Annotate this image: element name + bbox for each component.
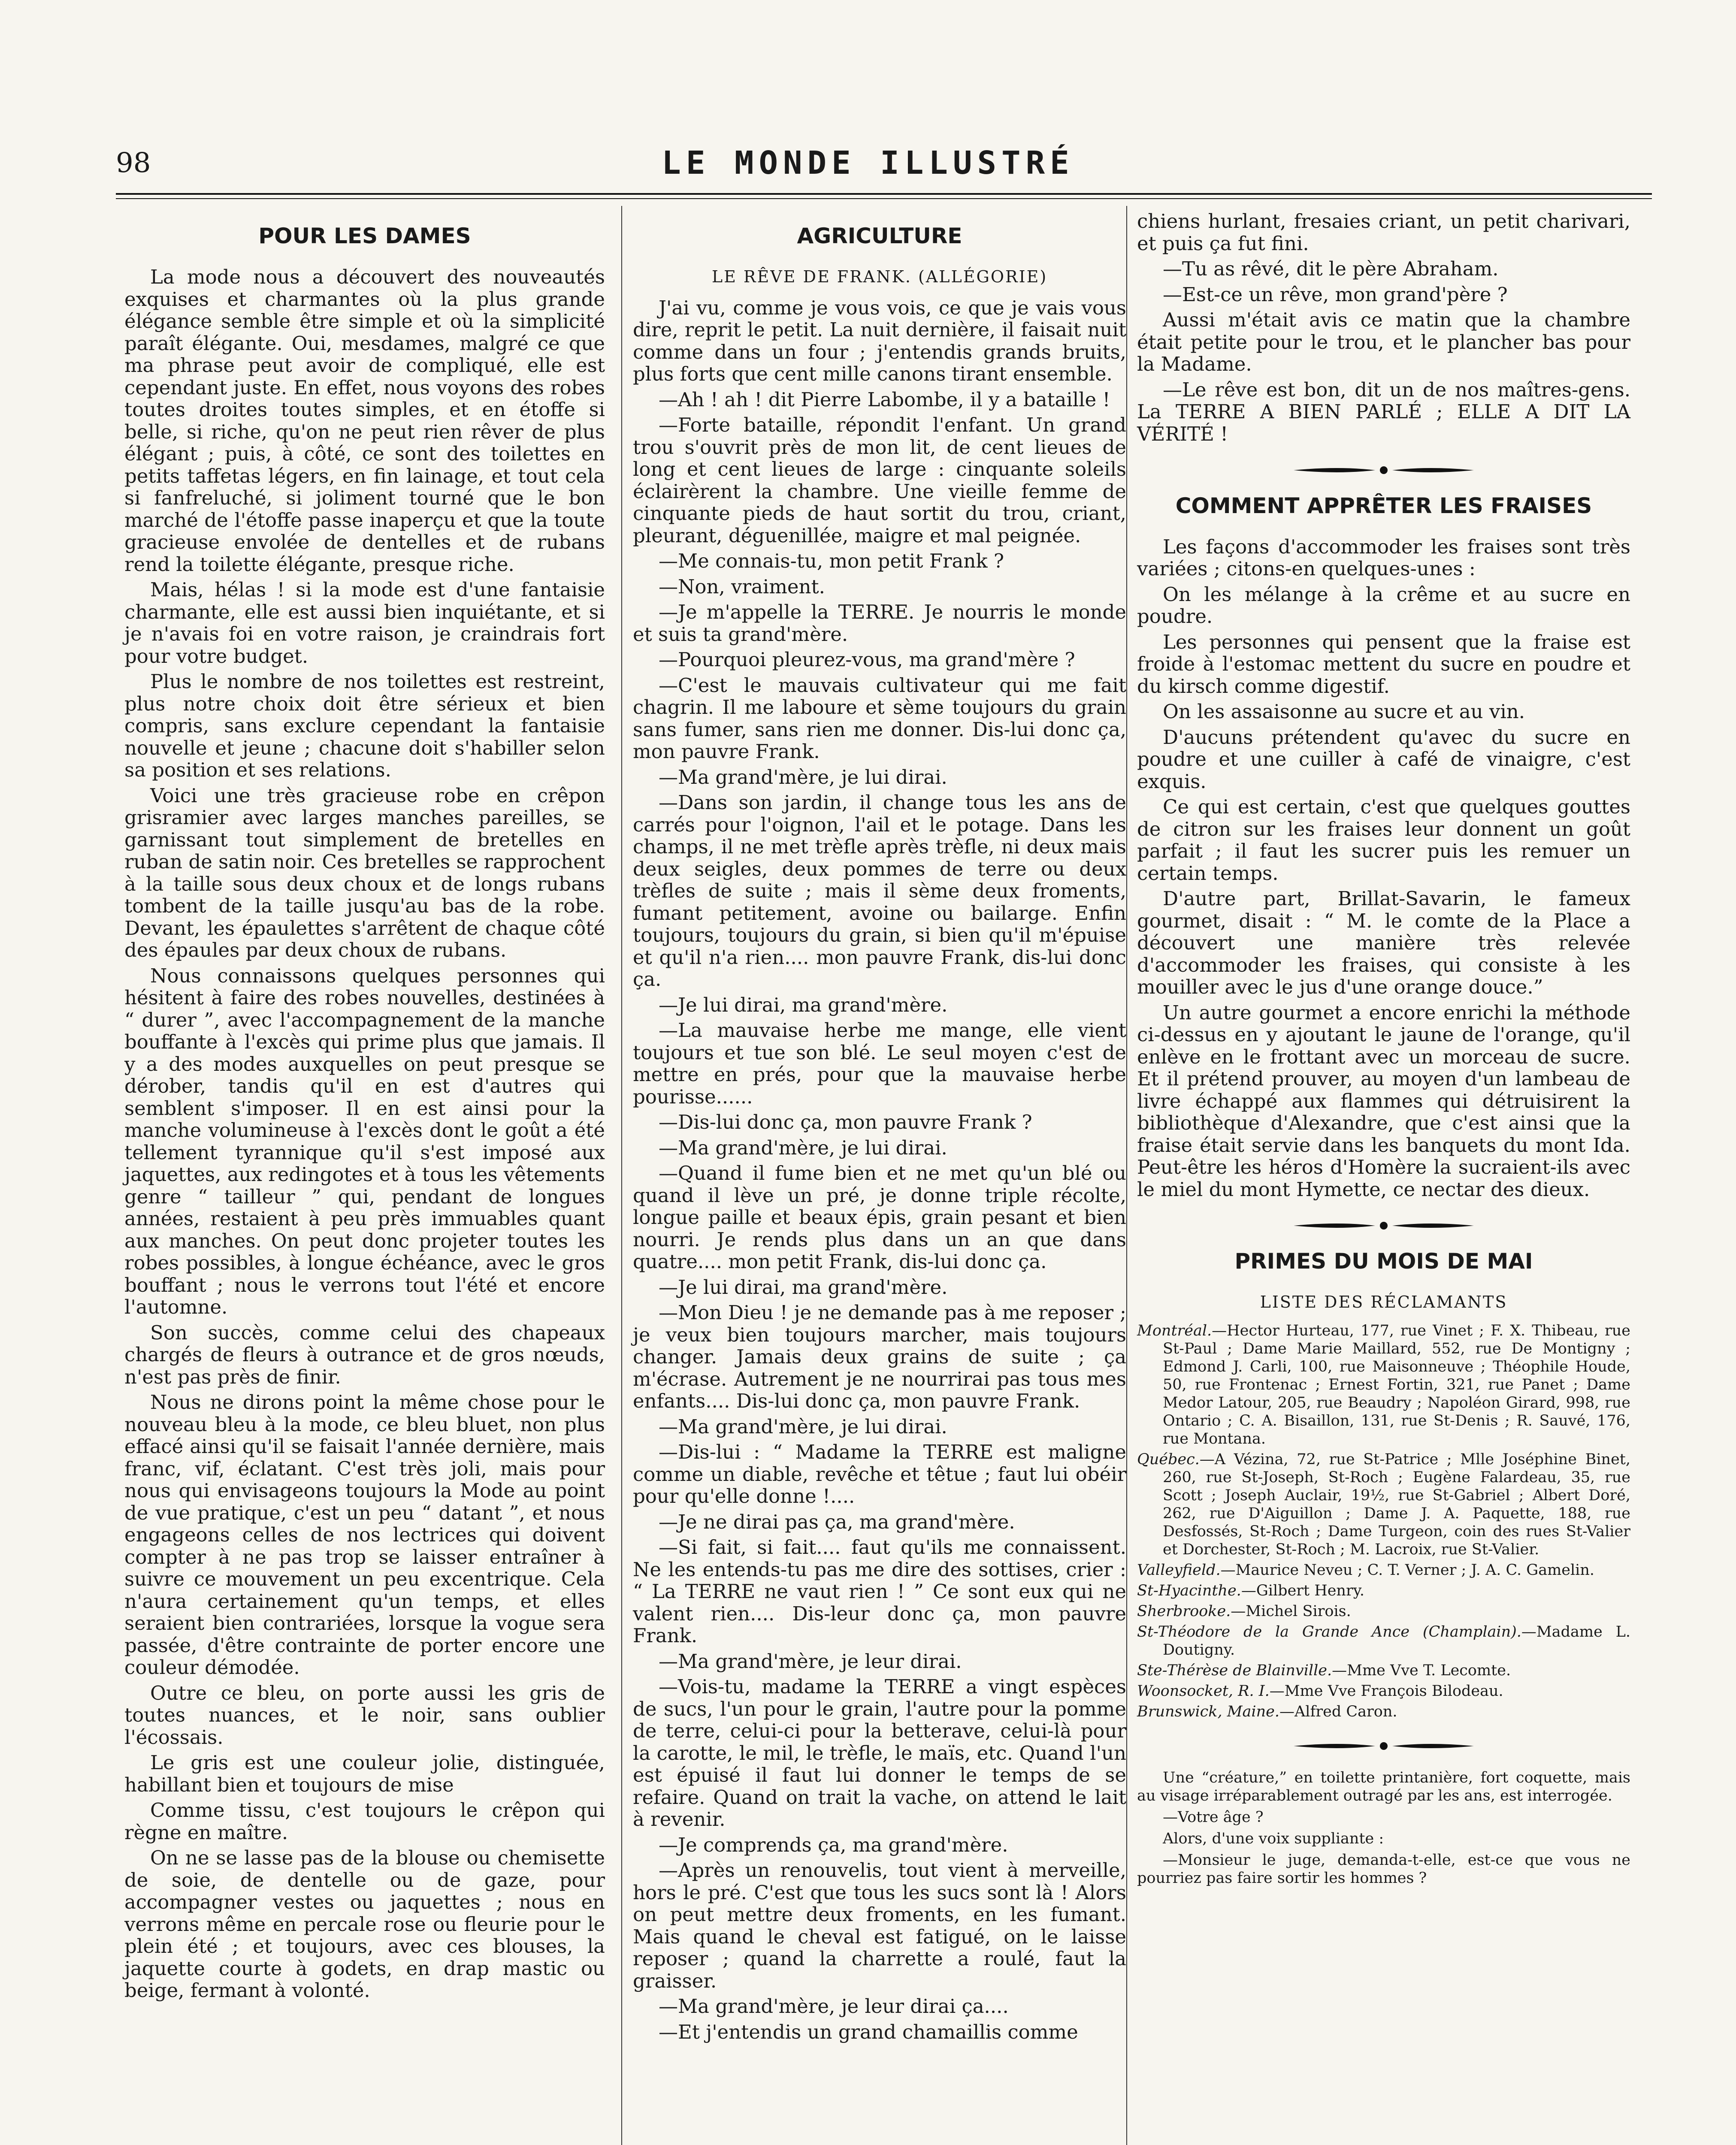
paragraph: Outre ce bleu, on porte aussi les gris de toutes nuances, et le noir, sans oublier l'écossais.: [124, 1681, 605, 1749]
names: —Madame L. Doutigny.: [1163, 1623, 1630, 1659]
paragraph: —Ma grand'mère, je leur dirai ça....: [659, 1995, 1009, 2018]
paragraph: Mais, hélas ! si la mode est d'une fantaisie charmante, elle est aussi bien inquiétante, et si je n'avais foi en votre raison, je craindrais fort pour votre budget.: [124, 578, 605, 668]
list-item: [1137, 1703, 1630, 1721]
section-heading: POUR LES DAMES: [258, 224, 471, 248]
city-name: Ste-Thérèse de Blainville.: [1137, 1662, 1332, 1679]
city-name: Québec.: [1137, 1451, 1200, 1468]
paragraph: —Ma grand'mère, je lui dirai.: [659, 1136, 947, 1159]
list-item: [1137, 1682, 1630, 1700]
paragraph: chiens hurlant, fresaies criant, un petit charivari, et puis ça fut fini.: [1137, 210, 1630, 255]
paragraph: —Dis-lui donc ça, mon pauvre Frank ?: [659, 1111, 1032, 1133]
city-name: St-Théodore de la Grande Ance (Champlain).: [1137, 1623, 1521, 1640]
masthead: [0, 142, 1736, 197]
ornament-divider: [1137, 458, 1630, 480]
anecdote: [1137, 1769, 1630, 1887]
paragraph: Alors, d'une voix suppliante :: [1163, 1830, 1384, 1847]
list-item: [1137, 1322, 1630, 1448]
paragraph: —Si fait, si fait.... faut qu'ils me connaissent. Ne les entends-tu pas me dire des sottises, crier : “ La TERRE ne vaut rien ! ” Ce sont eux qui ne valent rien.... Dis-leur donc ça, mon pauvre Frank.: [633, 1536, 1126, 1647]
paragraph: —Je comprends ça, ma grand'mère.: [659, 1833, 1008, 1856]
header-rule-thin: [116, 198, 1652, 199]
paragraph: —Ma grand'mère, je lui dirai.: [659, 765, 947, 789]
paragraph: J'ai vu, comme je vous vois, ce que je vais vous dire, reprit le petit. La nuit dernière, il faisait nuit comme dans un four ; j'entendis grands bruits, plus forts que cent mille canons tirant ensemble.: [633, 296, 1126, 385]
city-name: Valleyfield.: [1137, 1562, 1221, 1579]
paragraph: Nous ne dirons point la même chose pour le nouveau bleu à la mode, ce bleu bluet, non plus effacé ainsi qu'il se faisait l'année dernière, mais franc, vif, éclatant. C'est très joli, mais pour nous qui envisageons toujours la Mode au point de vue pratique, c'est un peu “ datant ”, et nous engageons celles de nos lectrices qui doivent compter à ne pas trop se laisser entraîner à suivre ce mouvement un peu excentrique. Cela n'aura certainement qu'un temps, et elles seraient bien contrariées, lorsque la vogue sera passée, d'être contrainte de porter encore une couleur démodée.: [124, 1391, 605, 1679]
paragraph: —Me connais-tu, mon petit Frank ?: [659, 550, 1004, 572]
names: —Alfred Caron.: [1279, 1703, 1397, 1720]
list-item: [1137, 1602, 1630, 1620]
names: —Hector Hurteau, 177, rue Vinet ; F. X. Thibeau, rue St-Paul ; Dame Marie Maillard, 552, rue De Montigny ; Edmond J. Carli, 100, rue Maisonneuve ; Théophile Houde, 50, rue Frontenac ; Ernest Fortin, 321, rue Panet ; Dame Medor Latour, 205, rue Beaudry ; Napoléon Girard, 998, rue Ontario ; C. A. Bisaillon, 131, rue St-Denis ; R. Sauvé, 176, rue Montana.: [1163, 1322, 1630, 1447]
paragraph: —Je ne dirai pas ça, ma grand'mère.: [659, 1510, 1015, 1533]
city-name: Montréal.: [1137, 1322, 1212, 1339]
section-heading: PRIMES DU MOIS DE MAI: [1234, 1248, 1533, 1274]
paragraph: —Vois-tu, madame la TERRE a vingt espèces de sucs, l'un pour le grain, l'autre pour la pomme de terre, celui-ci pour la betterave, celui-là pour la carotte, le mil, le trèfle, le maïs, etc. Quand l'un est épuisé il faut lui donner le temps de se refaire. Quand on trait la vache, on attend le lait à revenir.: [633, 1675, 1126, 1831]
paragraph: Une “créature,” en toilette printanière, fort coquette, mais au visage irréparablement outragé par les ans, est interrogée.: [1137, 1769, 1630, 1804]
paragraph: Les personnes qui pensent que la fraise est froide à l'estomac mettent du sucre en poudre et du kirsch comme digestif.: [1137, 630, 1630, 698]
paragraph: —Dans son jardin, il change tous les ans de carrés pour l'oignon, l'ail et le potage. Dans les champs, il ne met trèfle après trèfle, ni deux mais deux seigles, deux pommes de terre ou deux trèfles de suite ; mais il sème deux froments, fumant petitement, avoine ou bailarge. Enfin toujours, toujours du grain, si bien qu'il m'épuise et qu'il n'a rien.... mon pauvre Frank, dis-lui donc ça.: [633, 791, 1126, 991]
paragraph: —Le rêve est bon, dit un de nos maîtres-gens. La TERRE A BIEN PARLÉ ; ELLE A DIT LA VÉRITÉ !: [1137, 378, 1630, 445]
names: —Mme Vve François Bilodeau.: [1269, 1683, 1503, 1700]
list-item: [1137, 1662, 1630, 1680]
column-divider: [1126, 206, 1127, 2145]
paragraph: Aussi m'était avis ce matin que la chambre était petite pour le trou, et le plancher bas pour la Madame.: [1137, 308, 1630, 375]
ornament-divider: [1137, 1213, 1630, 1236]
paragraph: Voici une très gracieuse robe en crêpon grisramier avec larges manches pareilles, se garnissant tout simplement de bretelles en ruban de satin noir. Ces bretelles se rapprochent à la taille sous deux choux et de longs rubans tombent de la taille jusqu'au bas de la robe. Devant, les épaulettes s'arrêtent de chaque côté des épaules par deux choux de rubans.: [124, 784, 605, 961]
paragraph: On les assaisonne au sucre et au vin.: [1163, 700, 1525, 723]
list-item: [1137, 1561, 1630, 1579]
paragraph: Nous connaissons quelques personnes qui hésitent à faire des robes nouvelles, destinées à “ durer ”, avec l'accompagnement de la manche bouffante à l'excès qui prime plus que jamais. Il y a des modes auxquelles on peut presque se dérober, tandis qu'il en est d'autres qui semblent s'imposer. Il en est ainsi pour la manche volumineuse à l'excès dont le goût a été tellement tyrannique qu'il s'est imposé aux jaquettes, aux redingotes et à tous les vêtements genre “ tailleur ” qui, pendant de longues années, restaient à peu près immuables quant aux manches. On peut donc projeter toutes les robes possibles, à longue échéance, avec le gros bouffant ; nous le verrons tout l'été et encore l'automne.: [124, 964, 605, 1318]
names: —Gilbert Henry.: [1241, 1582, 1364, 1599]
paragraph: Comme tissu, c'est toujours le crêpon qui règne en maître.: [124, 1799, 605, 1844]
paragraph: —Votre âge ?: [1163, 1808, 1264, 1826]
paragraph: —Tu as rêvé, dit le père Abraham.: [1163, 257, 1499, 280]
section-subheading: LE RÊVE DE FRANK. (ALLÉGORIE): [711, 267, 1048, 286]
newspaper-title: LE MONDE ILLUSTRÉ: [662, 145, 1074, 181]
paragraph: D'autre part, Brillat-Savarin, le fameux gourmet, disait : “ M. le comte de la Place a découvert une manière très relevée d'accommoder les fraises, qui consiste à les mouiller avec le jus d'une orange douce.”: [1137, 887, 1630, 998]
paragraph: —Est-ce un rêve, mon grand'père ?: [1163, 283, 1508, 306]
paragraph: Les façons d'accommoder les fraises sont très variées ; citons-en quelques-unes :: [1137, 535, 1630, 580]
paragraph: —La mauvaise herbe me mange, elle vient toujours et tue son blé. Le seul moyen c'est de mettre en prés, pour que la mauvaise herbe pourisse......: [633, 1019, 1126, 1108]
city-name: Brunswick, Maine.: [1137, 1703, 1279, 1720]
section-heading: COMMENT APPRÊTER LES FRAISES: [1175, 493, 1592, 518]
column-right: [1137, 210, 1630, 1891]
names: —A Vézina, 72, rue St-Patrice ; Mlle Joséphine Binet, 260, rue St-Joseph, St-Roch ; Eugène Falardeau, 35, rue Scott ; Joseph Auclair, 19½, rue St-Gabriel ; Albert Doré, 262, rue D'Aiguillon ; Dame J. A. Paquette, 188, rue Desfossés, St-Roch ; Dame Turgeon, coin des rues St-Valier et Dorchester, St-Roch ; M. Lacroix, rue St-Valier.: [1163, 1451, 1630, 1558]
paragraph: —C'est le mauvais cultivateur qui me fait chagrin. Il me laboure et sème toujours du grain sans fumer, sans rien me donner. Dis-lui donc ça, mon pauvre Frank.: [633, 674, 1126, 763]
section-subheading: LISTE DES RÉCLAMANTS: [1260, 1292, 1508, 1311]
paragraph: Son succès, comme celui des chapeaux chargés de fleurs à outrance et de gros nœuds, n'est pas près de finir.: [124, 1321, 605, 1388]
column-pour-les-dames: [124, 210, 605, 2005]
ornament-divider: [1137, 1734, 1630, 1756]
paragraph: —Non, vraiment.: [659, 575, 825, 598]
names: —Mme Vve T. Lecomte.: [1332, 1662, 1511, 1679]
paragraph: —Quand il fume bien et ne met qu'un blé ou quand il lève un pré, je donne triple récolte, longue paille et beaux épis, grain pesant et bien nourri. Je rends plus dans un an que dans quatre.... mon petit Frank, dis-lui donc ça.: [633, 1162, 1126, 1273]
paragraph: Un autre gourmet a encore enrichi la méthode ci-dessus en y ajoutant le jaune de l'orange, qu'il enlève en le frottant avec un morceau de sucre. Et il prétend prouver, au moyen d'un lambeau de livre échappé aux flammes qui détruisirent la bibliothèque d'Alexandre, que c'est ainsi que la fraise était servie dans les banquets du mont Ida. Peut-être les héros d'Homère la sucraient-ils avec le miel du mont Hymette, ce nectar des dieux.: [1137, 1001, 1630, 1201]
paragraph: —Dis-lui : “ Madame la TERRE est maligne comme un diable, revêche et têtue ; faut lui obéir pour qu'elle donne !....: [633, 1441, 1126, 1508]
names: —Maurice Neveu ; C. T. Verner ; J. A. C. Gamelin.: [1220, 1562, 1595, 1579]
list-item: [1137, 1623, 1630, 1659]
reclamants-list: [1137, 1322, 1630, 1721]
paragraph: —Ah ! ah ! dit Pierre Labombe, il y a bataille !: [659, 388, 1110, 411]
paragraph: —Je lui dirai, ma grand'mère.: [659, 993, 948, 1016]
city-name: Sherbrooke.: [1137, 1603, 1231, 1620]
page-number: 98: [116, 147, 151, 179]
paragraph: —Forte bataille, répondit l'enfant. Un grand trou s'ouvrit près de mon lit, de cent lieues de long et cent lieues de large : cinquante soleils éclairèrent la chambre. Une vieille femme de cinquante pieds de haut sortit du trou, criant, pleurant, déguenillée, maigre et mal peignée.: [633, 414, 1126, 547]
column-agriculture: [633, 210, 1126, 2046]
paragraph: On les mélange à la crême et au sucre en poudre.: [1137, 583, 1630, 628]
list-item: [1137, 1582, 1630, 1600]
section-heading: AGRICULTURE: [797, 224, 962, 248]
city-name: Woonsocket, R. I.: [1137, 1683, 1270, 1700]
paragraph: —Et j'entendis un grand chamaillis comme: [659, 2020, 1078, 2043]
paragraph: Le gris est une couleur jolie, distinguée, habillant bien et toujours de mise: [124, 1751, 605, 1796]
list-item: [1137, 1450, 1630, 1559]
paragraph: —Je lui dirai, ma grand'mère.: [659, 1275, 948, 1299]
paragraph: —Ma grand'mère, je leur dirai.: [659, 1650, 962, 1673]
city-name: St-Hyacinthe.: [1137, 1582, 1241, 1599]
paragraph: —Après un renouvelis, tout vient à merveille, hors le pré. C'est que tous les sucs sont là ! Alors on peut mettre deux froments, en les fumant. Mais quand le cheval est fatigué, on le laisse reposer ; quand la charrette a roulé, faut la graisser.: [633, 1859, 1126, 1992]
paragraph: On ne se lasse pas de la blouse ou chemisette de soie, de dentelle ou de gaze, pour accompagner vestes ou jaquettes ; nous en verrons même en percale rose ou fleurie pour le plein été ; et toujours, avec ces blouses, la jaquette courte à godets, en drap mastic ou beige, fermant à volonté.: [124, 1846, 605, 2002]
paragraph: Plus le nombre de nos toilettes est restreint, plus notre choix doit être sérieux et bien compris, sans exclure cependant la fantaisie nouvelle et jeune ; chacune doit s'habiller selon sa position et ses relations.: [124, 670, 605, 781]
header-rule: [116, 193, 1652, 195]
paragraph: —Je m'appelle la TERRE. Je nourris le monde et suis ta grand'mère.: [633, 601, 1126, 646]
paragraph: —Pourquoi pleurez-vous, ma grand'mère ?: [659, 648, 1075, 671]
paragraph: —Mon Dieu ! je ne demande pas à me reposer ; je veux bien toujours marcher, mais toujours changer. Jamais deux grains de suite ; ça m'écrase. Autrement je ne nourrirai pas tous mes enfants.... Dis-lui donc ça, mon pauvre Frank.: [633, 1301, 1126, 1412]
paragraph: Ce qui est certain, c'est que quelques gouttes de citron sur les fraises leur donnent un goût parfait ; il faut les sucrer puis les remuer un certain temps.: [1137, 795, 1630, 885]
names: —Michel Sirois.: [1231, 1603, 1351, 1620]
paragraph: —Ma grand'mère, je lui dirai.: [659, 1415, 947, 1438]
paragraph: —Monsieur le juge, demanda-t-elle, est-ce que vous ne pourriez pas faire sortir les hommes ?: [1137, 1851, 1630, 1887]
paragraph: D'aucuns prétendent qu'avec du sucre en poudre et une cuiller à café de vinaigre, c'est exquis.: [1137, 725, 1630, 793]
paragraph: La mode nous a découvert des nouveautés exquises et charmantes où la plus grande élégance semble être simple et où la simplicité paraît élégante. Oui, mesdames, malgré ce que ma phrase peut avoir de compliqué, elle est cependant juste. En effet, nous voyons des robes toutes droites toutes simples, et en étoffe si belle, si riche, qu'on ne peut rien rêver de plus élégant ; puis, à côté, ce sont des toilettes en petits taffetas légers, en fin lainage, et tout cela si fanfreluché, si joliment tourné que le bon marché de l'étoffe passe inaperçu et que la toute gracieuse envolée de dentelles et de rubans rend la toilette élégante, presque riche.: [124, 266, 605, 576]
column-divider: [621, 206, 622, 2145]
